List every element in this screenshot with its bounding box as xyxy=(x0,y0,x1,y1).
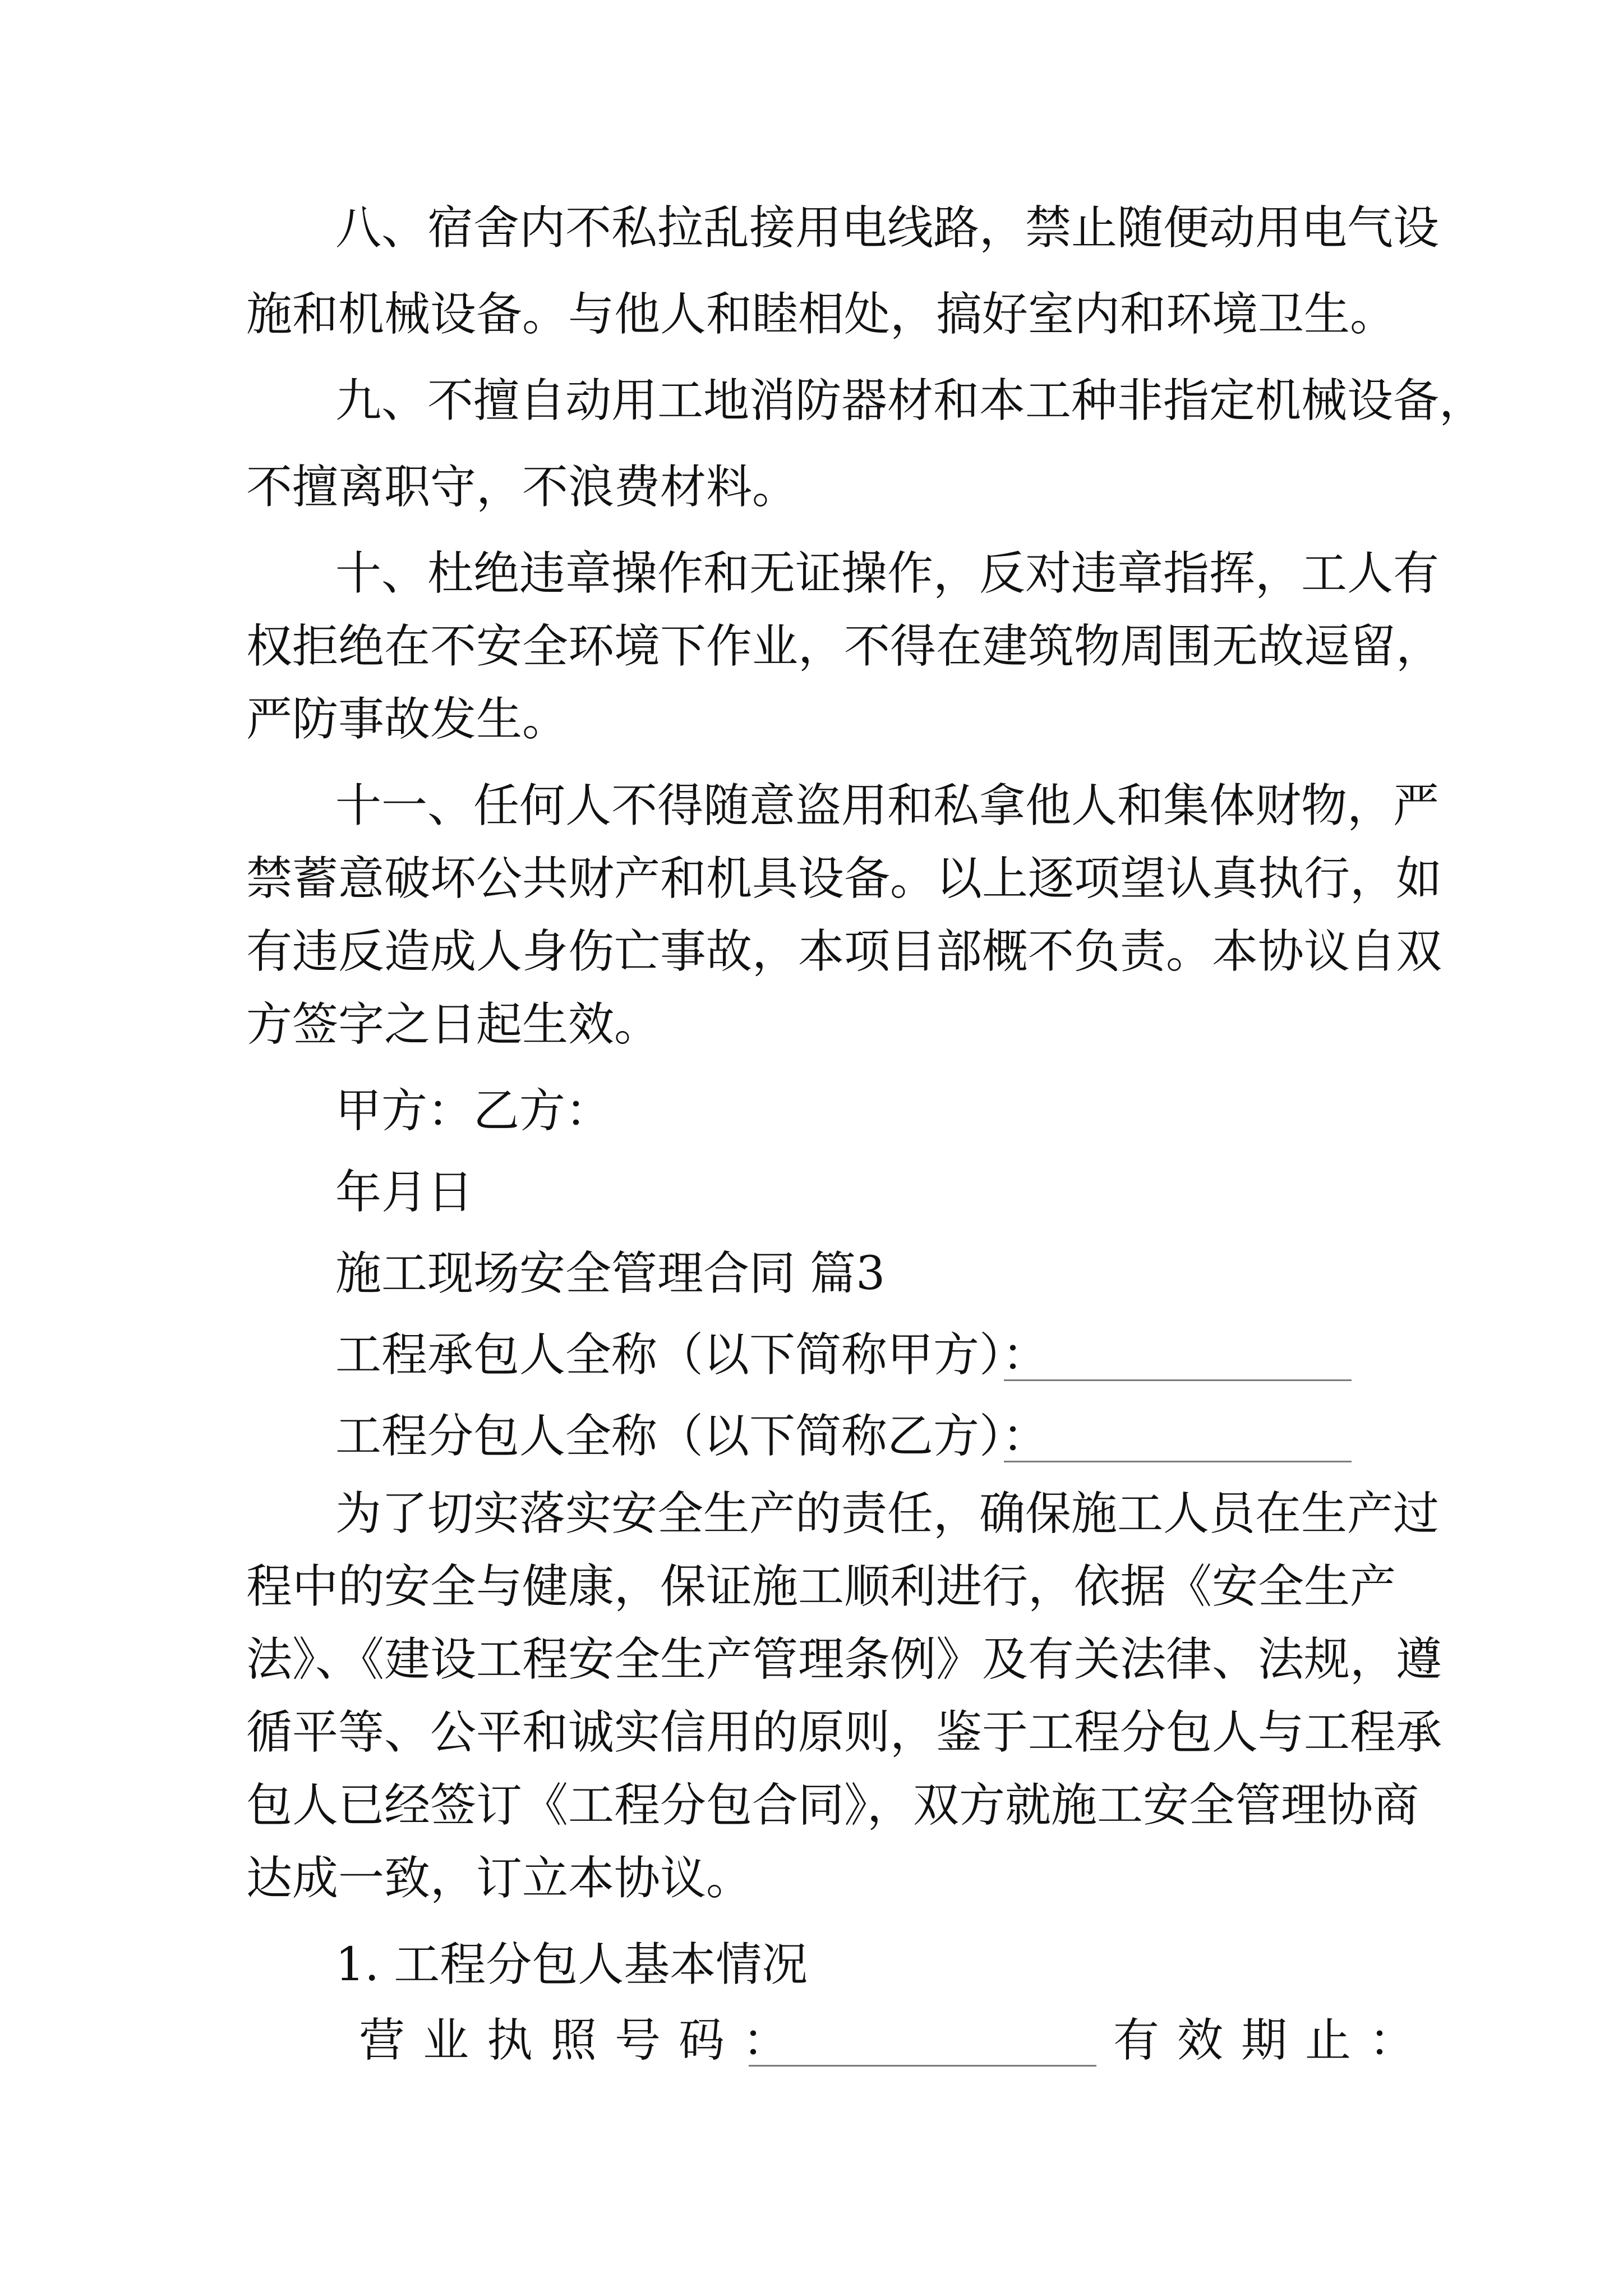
text-line: 为了切实落实安全生产的责任，确保施工人员在生产过 xyxy=(335,1487,1440,1540)
text-line: 有违反造成人身伤亡事故，本项目部概不负责。本协议自双 xyxy=(246,925,1442,978)
text-line: 1. 工程分包人基本情况 xyxy=(335,1938,808,1991)
contractor-name-field xyxy=(0,1322,1623,1389)
text-line: 包人已经签订《工程分包合同》，双方就施工安全管理协商 xyxy=(246,1779,1419,1832)
field-label: 工程分包人全称（以下简称乙方）： xyxy=(335,1410,1049,1463)
business-license-field xyxy=(0,2007,1623,2074)
text-line: 年月日 xyxy=(335,1166,474,1219)
text-line: 十一、任何人不得随意盗用和私拿他人和集体财物，严 xyxy=(335,779,1440,832)
signature-date xyxy=(0,1159,1623,1226)
signature-parties xyxy=(0,1078,1623,1145)
paragraph-9-line-2 xyxy=(0,454,1623,521)
paragraph-10-line-1 xyxy=(0,540,1623,608)
section-title xyxy=(0,1240,1623,1308)
field-label: 有效期止： xyxy=(1113,2014,1433,2067)
text-line: 施和机械设备。与他人和睦相处，搞好室内和环境卫生。 xyxy=(246,288,1396,341)
text-line: 甲方：乙方： xyxy=(335,1084,612,1138)
text-line: 八、宿舍内不私拉乱接用电线路，禁止随便动用电气设 xyxy=(335,201,1440,255)
preamble-line-5 xyxy=(0,1772,1623,1839)
text-line: 循平等、公平和诚实信用的原则，鉴于工程分包人与工程承 xyxy=(246,1706,1442,1759)
text-line: 九、不擅自动用工地消防器材和本工种非指定机械设备， xyxy=(335,374,1486,427)
field-label: 工程承包人全称（以下简称甲方）： xyxy=(335,1328,1049,1382)
preamble-line-2 xyxy=(0,1553,1623,1621)
paragraph-9-line-1 xyxy=(0,367,1623,435)
subcontractor-name-blank xyxy=(1004,1461,1352,1462)
paragraph-10-line-2 xyxy=(0,613,1623,680)
text-line: 权拒绝在不安全环境下作业，不得在建筑物周围无故逗留， xyxy=(246,620,1442,673)
paragraph-8-line-2 xyxy=(0,281,1623,348)
paragraph-8-line-1 xyxy=(0,195,1623,262)
paragraph-10-line-3 xyxy=(0,686,1623,753)
subcontractor-name-field xyxy=(0,1403,1623,1470)
subsection-heading xyxy=(0,1931,1623,1999)
field-label: 营业执照号码： xyxy=(359,2014,807,2067)
preamble-line-6 xyxy=(0,1845,1623,1912)
text-line: 十、杜绝违章操作和无证操作，反对违章指挥，工人有 xyxy=(335,547,1440,600)
text-line: 施工现场安全管理合同 篇3 xyxy=(335,1247,886,1300)
text-line: 程中的安全与健康，保证施工顺利进行，依据《安全生产 xyxy=(246,1560,1396,1613)
paragraph-11-line-3 xyxy=(0,918,1623,986)
preamble-line-3 xyxy=(0,1626,1623,1694)
paragraph-11-line-4 xyxy=(0,991,1623,1059)
text-line: 法》、《建设工程安全生产管理条例》及有关法律、法规，遵 xyxy=(246,1633,1442,1686)
preamble-line-4 xyxy=(0,1699,1623,1766)
paragraph-11-line-1 xyxy=(0,772,1623,840)
text-line: 严防事故发生。 xyxy=(246,693,569,746)
contractor-name-blank xyxy=(1004,1379,1352,1381)
paragraph-11-line-2 xyxy=(0,845,1623,913)
business-license-blank xyxy=(749,2065,1096,2067)
text-line: 达成一致，订立本协议。 xyxy=(246,1852,753,1905)
text-line: 方签字之日起生效。 xyxy=(246,998,661,1051)
text-line: 不擅离职守，不浪费材料。 xyxy=(246,461,799,514)
preamble-line-1 xyxy=(0,1480,1623,1548)
text-line: 禁蓄意破坏公共财产和机具设备。以上逐项望认真执行，如 xyxy=(246,852,1442,905)
